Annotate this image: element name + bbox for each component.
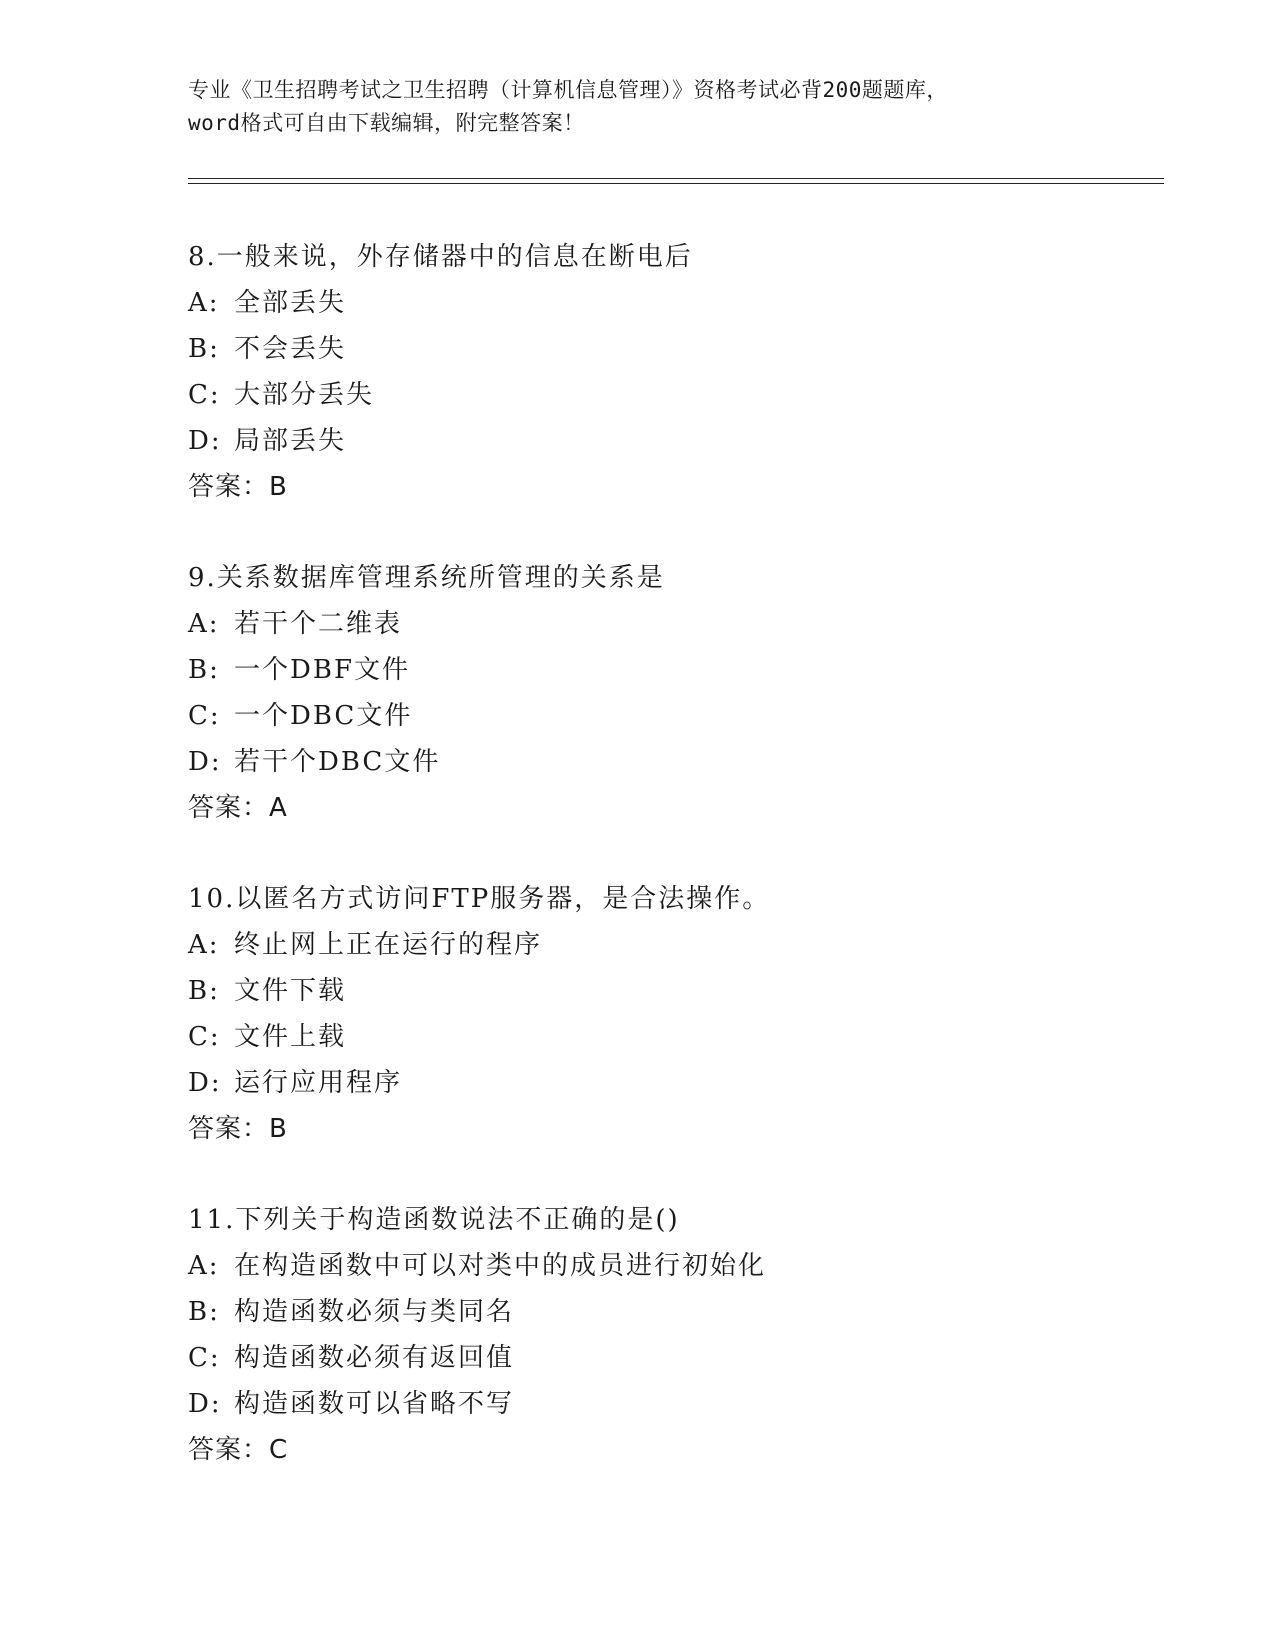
option-d <box>188 418 1138 464</box>
question-block <box>188 876 1138 1152</box>
option-c <box>188 1335 1138 1381</box>
option-label: C: <box>188 1022 221 1052</box>
question-block <box>188 1197 1138 1473</box>
option-text: 大部分丢失 <box>234 380 375 410</box>
option-text: 全部丢失 <box>234 288 347 318</box>
question-block <box>188 555 1138 831</box>
answer-line: 答案：A <box>188 793 288 823</box>
question-stem: 10.以匿名方式访问FTP服务器，是合法操作。 <box>188 884 771 914</box>
question-stem: 9.关系数据库管理系统所管理的关系是 <box>188 563 665 593</box>
option-a <box>188 1243 1138 1289</box>
option-label: C: <box>188 1343 221 1373</box>
option-c <box>188 693 1138 739</box>
option-text: 一个DBC文件 <box>234 701 413 731</box>
option-a <box>188 601 1138 647</box>
question-stem: 8.一般来说，外存储器中的信息在断电后 <box>188 242 693 272</box>
answer-line: 答案：B <box>188 1114 288 1144</box>
option-label: A: <box>188 609 220 639</box>
option-text: 不会丢失 <box>234 334 347 364</box>
option-b <box>188 1289 1138 1335</box>
option-c <box>188 1014 1138 1060</box>
option-text: 构造函数可以省略不写 <box>234 1389 515 1419</box>
option-label: A: <box>188 930 220 960</box>
header-divider-bottom <box>188 183 1164 184</box>
option-d <box>188 1381 1138 1427</box>
option-label: B: <box>188 976 220 1006</box>
option-text: 若干个二维表 <box>234 609 403 639</box>
option-label: D: <box>188 426 222 456</box>
option-label: A: <box>188 1251 220 1281</box>
option-label: B: <box>188 334 220 364</box>
answer-line: 答案：C <box>188 1435 289 1465</box>
option-b <box>188 968 1138 1014</box>
option-label: D: <box>188 1389 222 1419</box>
option-text: 终止网上正在运行的程序 <box>234 930 543 960</box>
option-text: 局部丢失 <box>234 426 347 456</box>
option-label: A: <box>188 288 220 318</box>
option-text: 运行应用程序 <box>234 1068 403 1098</box>
option-label: C: <box>188 701 221 731</box>
option-text: 在构造函数中可以对类中的成员进行初始化 <box>234 1251 767 1281</box>
option-text: 文件下载 <box>234 976 347 1006</box>
option-text: 一个DBF文件 <box>234 655 410 685</box>
document-header <box>188 74 1088 140</box>
option-label: D: <box>188 1068 222 1098</box>
option-label: B: <box>188 655 220 685</box>
option-a <box>188 922 1138 968</box>
option-b <box>188 326 1138 372</box>
option-text: 构造函数必须有返回值 <box>234 1343 515 1373</box>
option-b <box>188 647 1138 693</box>
header-divider-top <box>188 178 1164 179</box>
option-label: C: <box>188 380 221 410</box>
option-a <box>188 280 1138 326</box>
option-text: 构造函数必须与类同名 <box>234 1297 515 1327</box>
option-text: 若干个DBC文件 <box>234 747 441 777</box>
answer-line: 答案：B <box>188 472 288 502</box>
option-label: B: <box>188 1297 220 1327</box>
option-c <box>188 372 1138 418</box>
option-d <box>188 739 1138 785</box>
option-d <box>188 1060 1138 1106</box>
header-line-2: word格式可自由下载编辑，附完整答案！ <box>188 111 585 135</box>
question-stem: 11.下列关于构造函数说法不正确的是() <box>188 1205 680 1235</box>
option-label: D: <box>188 747 222 777</box>
header-line-1: 专业《卫生招聘考试之卫生招聘（计算机信息管理）》资格考试必背200题题库， <box>188 78 948 102</box>
option-text: 文件上载 <box>234 1022 347 1052</box>
question-block <box>188 234 1138 510</box>
